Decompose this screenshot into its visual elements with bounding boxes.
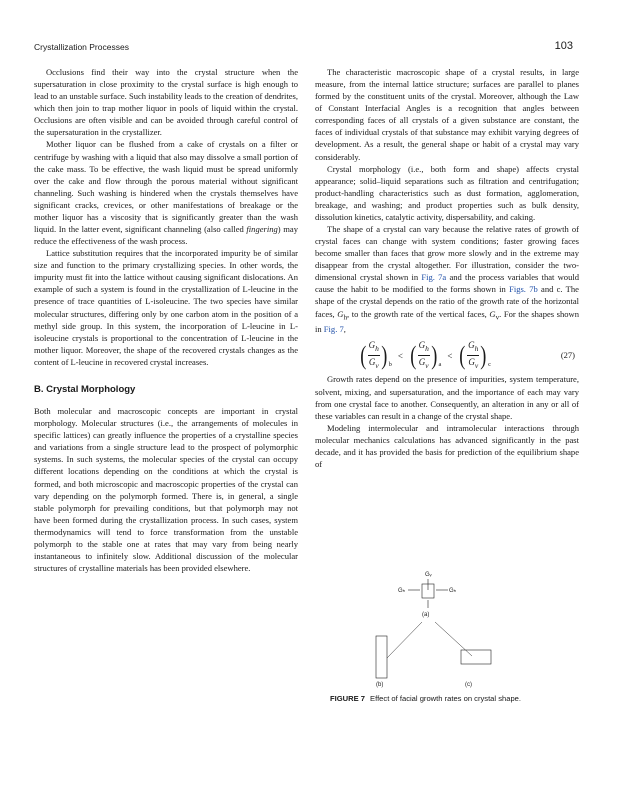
section-heading: B. Crystal Morphology — [34, 383, 136, 395]
paragraph-growth-rates: Growth rates depend on the presence of impurities, system temperature, solvent, mixing, and supersaturation, and the importance of each may vary from one crystal face to another. Consequently, an alteration in any or all of these variables can result in a change of the crystal shape. — [315, 374, 579, 421]
paragraph-macroscopic-shape: The characteristic macroscopic shape of a crystal results, in large measure, from the internal lattice structure; surfaces are parallel to planes formed by the constituent units of the crystal. Moreover, although the Law of Constant Interfacial Angles is a recognition that angles between corresponding faces of all crystals of a given substance are constant, the faces of individual crystals of that substance may exhibit varying degrees of development. As a result, the general shape or habit of a crystal may vary considerably. — [315, 67, 579, 162]
crystal-c — [461, 650, 491, 664]
figure-label: FIGURE 7 — [330, 694, 366, 703]
label-gh-left: Gₕ — [398, 588, 406, 594]
figure-link-7[interactable]: Fig. 7 — [323, 324, 344, 335]
paragraph-crystal-morphology: Crystal morphology (i.e., both form and shape) affects crystal appearance; solid–liquid separations such as filtration and centrifugation; product-handling characteristics such as dust formation, agglomeration, breakage, and washing; and product properties such as bulk density, dissolution kinetics, catalytic activity, dispersability, and caking. — [315, 163, 579, 222]
running-title: Crystallization Processes — [34, 42, 129, 52]
figure-link-7b[interactable]: Figs. 7b — [509, 284, 538, 295]
pathway-to-b — [387, 622, 422, 658]
page-number: 103 — [554, 40, 573, 52]
label-c: (c) — [465, 682, 472, 688]
equation-27: ( $\frac{G_h}{G_v}$ ) b < ( $\frac{G_h}{G_v}$ ) a < ( $\frac{G_h}{G_v}$ ) c (27) — [360, 340, 575, 371]
paragraph-lattice-substitution: Lattice substitution requires that the incorporated impurity be of similar size and function to the primary crystallizing species. In other words, the impurity must fit into the lattice without causing significant dislocations. An example of such a system is found in the crystallization of L-leucine in the presence of trace quantities of L-isoleucine. The two species have similar molecular structures, differing only by one carbon atom in the position of a methyl side group. In this system, the incorporation of L-leucine in L-isoleucine crystals is proportional to the concentration of L-leucine in the mother liquor. Moreover, the shape of the recovered crystals changes as the content of L-leucine in recovered crystal increases. — [34, 248, 298, 367]
paragraph-modeling: Modeling intermolecular and intramolecular interactions through molecular mechanics calculations has advanced significantly in the past decade, and it has provided the basis for prediction of the equilibrium shape of — [315, 422, 579, 469]
label-gh-right: Gₕ — [449, 588, 457, 594]
left-column — [34, 66, 298, 574]
label-a: (a) — [422, 612, 430, 618]
crystal-shape-diagram — [315, 570, 579, 690]
crystal-b — [376, 636, 387, 678]
emphasis-fingering: fingering — [246, 224, 278, 235]
equation-number: (27) — [560, 350, 575, 361]
figure-caption-text: Effect of facial growth rates on crystal shape. — [370, 694, 521, 703]
figure-caption — [330, 694, 521, 703]
paragraph-crystal-shape: The shape of a crystal can vary because the relative rates of growth of crystal faces can change with system conditions; faster growing faces become smaller than faces that grow more slowly and in the extreme may disappear from the crystal altogether. For illustration, consider the two-dimensional crystal shown in Fig. 7a and the process variables that would cause the habit to be modified to the forms shown in Figs. 7b and c. The shape of the crystal depends on the ratio of the growth rate of the horizontal faces, $G_h$, to the growth rate of the vertical faces, $G_v$. For the shapes shown in Fig. 7, — [315, 224, 580, 335]
pathway-to-c — [435, 622, 472, 656]
figure-7-diagram — [315, 570, 579, 690]
paragraph-occlusions: Occlusions find their way into the crystal structure when the supersaturation in close proximity to the crystal surface is high enough to lead to an unstable surface. Such instability leads to the creation of dendrites, which then join to trap mother liquor in pools of liquid within the crystal. Occlusions are often visible and can be avoided through careful control of the supersaturation in the crystallizer. — [34, 67, 298, 138]
label-b: (b) — [376, 682, 384, 688]
label-gv: Gᵥ — [425, 572, 432, 578]
figure-link-7a[interactable]: Fig. 7a — [421, 272, 447, 283]
paragraph-molecular-concepts: Both molecular and macroscopic concepts are important in crystal morphology. Molecular structures (i.e., the arrangements of molecules in specific lattices) can greatly influence the properties of a crystalline species and variations from a single structure lead to the prospect of polymorphic systems. In such systems, the molecular species of the crystal can occupy different locations depending on the conditions at which the crystal is formed, and both microscopic and macroscopic properties of the crystal can vary depending on the polymorph formed. There is, in general, a single stable polymorph for prevailing conditions, but that polymorph may not have been formed during the crystallization process. In such cases, system thermodynamics will tend to force transformation from the unstable polymorph to the stable one at rates that may vary from being nearly instantaneous to infinitely slow. Additional discussion of the molecular structures of crystalline materials has been provided elsewhere. — [34, 406, 298, 574]
right-column — [315, 66, 579, 470]
paragraph-mother-liquor: Mother liquor can be flushed from a cake of crystals on a filter or centrifuge by washing with a liquid that also may dissolve a small portion of the cake mass. To be effective, the wash liquid must be spread uniformly over the cake and flow through the porous material without significant channeling. Such washing is hindered when the crystals themselves have significant cracks, crevices, or other manifestations of breakage or the mother liquor has a viscosity that is significantly greater than the wash liquid. In the latter event, significant channeling (also called fingering) may reduce the effectiveness of the wash process. — [34, 139, 298, 247]
